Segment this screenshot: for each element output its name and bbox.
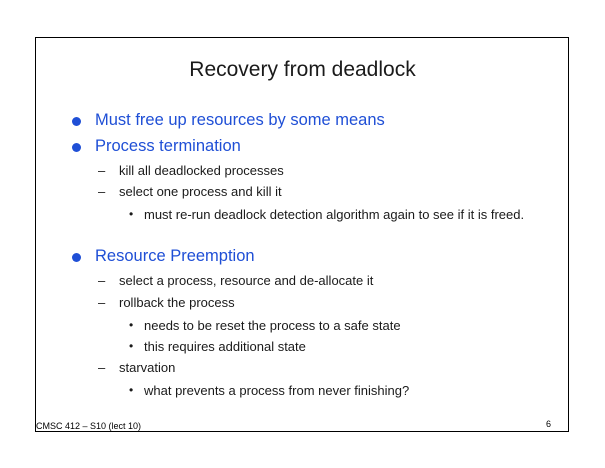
dash-marker: –	[98, 184, 106, 199]
subbullet-rollback: rollback the process	[119, 295, 235, 310]
subbullet-select-one: select one process and kill it	[119, 184, 282, 199]
dash-marker: –	[98, 273, 106, 288]
dash-marker: –	[98, 295, 106, 310]
bullet-resource-preemption: Resource Preemption	[95, 247, 255, 265]
small-bullet-marker: •	[129, 207, 134, 221]
bullet-dot	[72, 253, 81, 262]
bullet-free-resources: Must free up resources by some means	[95, 111, 385, 129]
bullet-process-termination: Process termination	[95, 137, 241, 155]
subbullet-select-deallocate: select a process, resource and de-allocate it	[119, 273, 374, 288]
subbullet-starvation: starvation	[119, 360, 176, 375]
subsubbullet-reset-safe-state: needs to be reset the process to a safe state	[144, 318, 401, 333]
small-bullet-marker: •	[129, 318, 134, 332]
bullet-dot	[72, 117, 81, 126]
slide-title: Recovery from deadlock	[189, 58, 416, 81]
dash-marker: –	[98, 163, 106, 178]
dash-marker: –	[98, 360, 106, 375]
footer-course-label: CMSC 412 – S10 (lect 10)	[36, 421, 142, 431]
small-bullet-marker: •	[129, 339, 134, 353]
slide-frame	[35, 37, 569, 432]
footer-page-number: 6	[546, 419, 552, 429]
small-bullet-marker: •	[129, 383, 134, 397]
subsubbullet-rerun-detection: must re-run deadlock detection algorithm again to see if it is freed.	[144, 207, 525, 222]
subsubbullet-never-finishing: what prevents a process from never finishing?	[144, 383, 410, 398]
subsubbullet-additional-state: this requires additional state	[144, 339, 306, 354]
subbullet-kill-all: kill all deadlocked processes	[119, 163, 284, 178]
bullet-dot	[72, 143, 81, 152]
